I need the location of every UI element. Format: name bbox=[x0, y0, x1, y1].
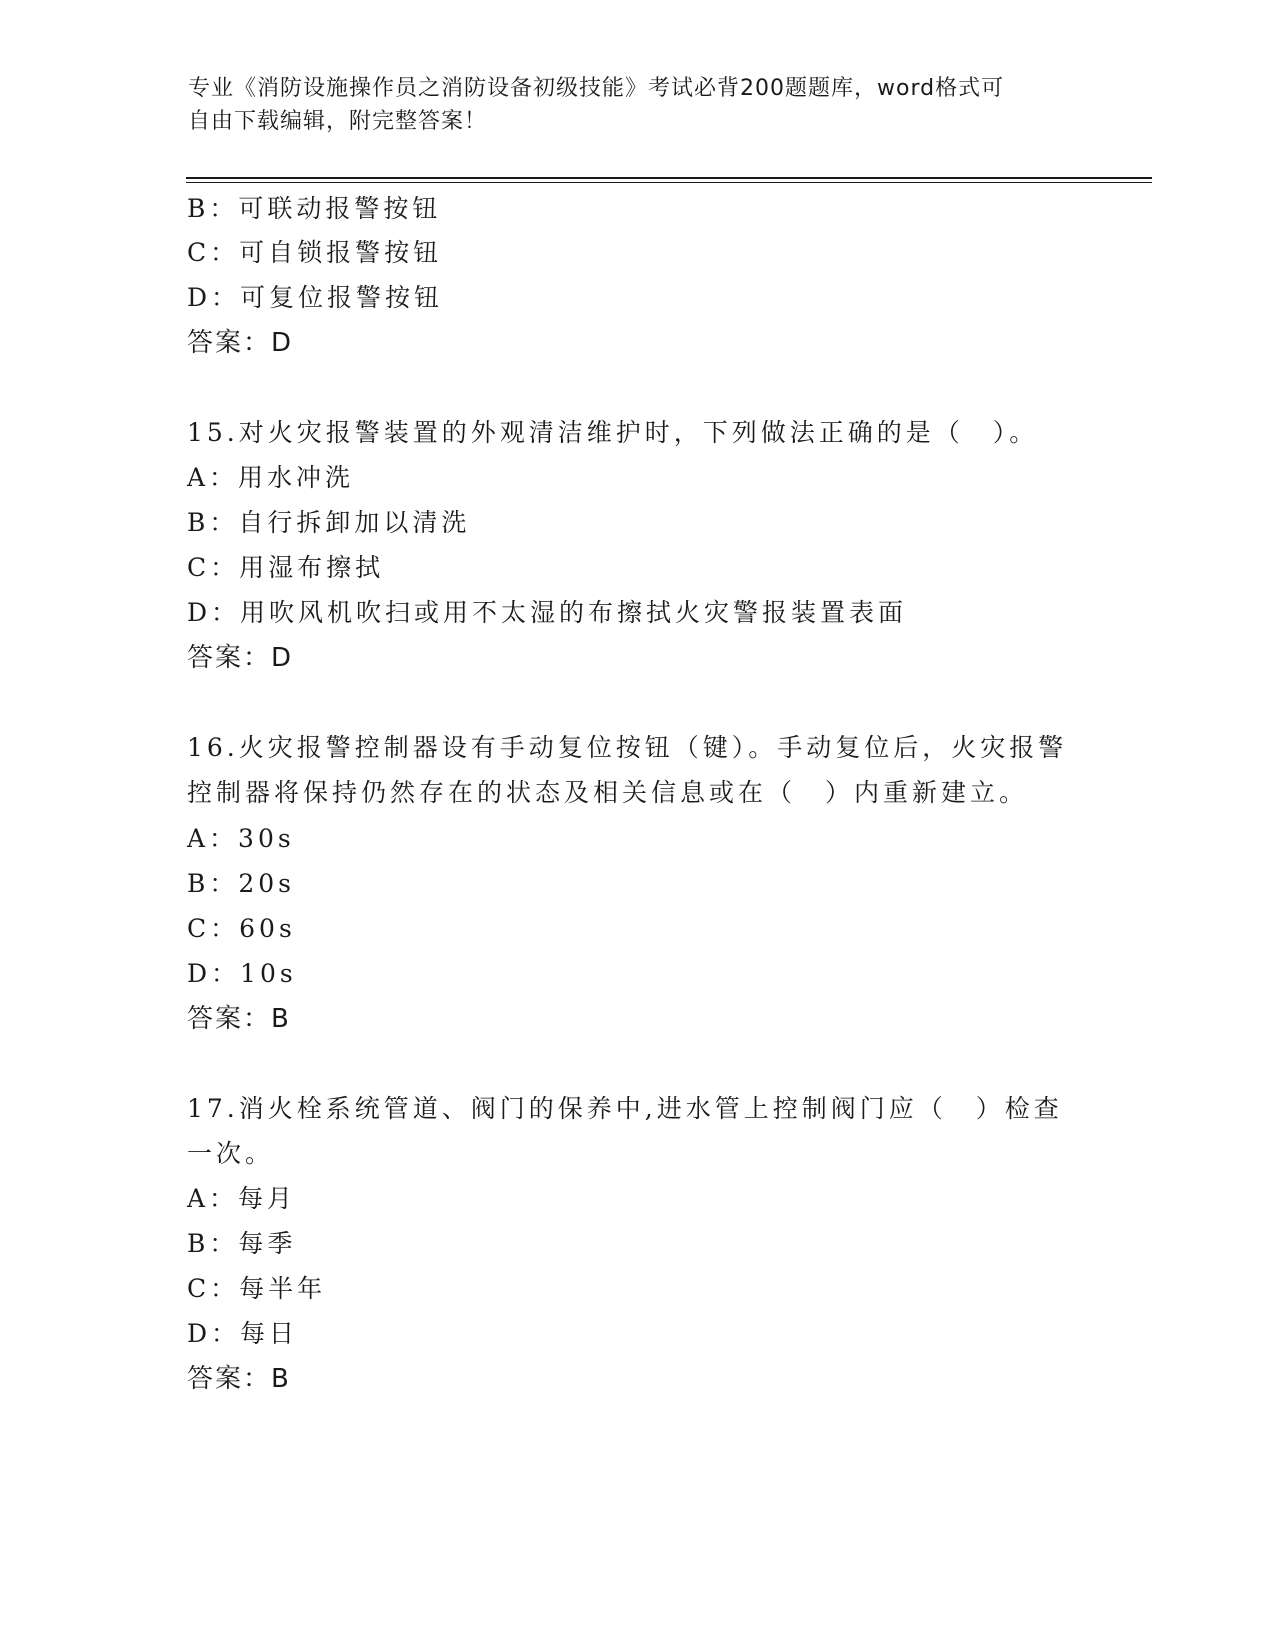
q16-answer: 答案：B bbox=[187, 1004, 291, 1034]
q15-option-c: C：用湿布擦拭 bbox=[187, 553, 385, 582]
q17-option-d: D：每日 bbox=[187, 1319, 299, 1348]
header-title-line-2: 自由下载编辑，附完整答案！ bbox=[188, 109, 488, 134]
header-title-line-1: 专业《消防设施操作员之消防设备初级技能》考试必背200题题库，word格式可 bbox=[188, 76, 1005, 101]
header-divider-thin bbox=[186, 182, 1152, 183]
q15-option-a: A：用水冲洗 bbox=[187, 463, 355, 492]
q15-option-b: B：自行拆卸加以清洗 bbox=[187, 508, 471, 537]
q14-option-d: D：可复位报警按钮 bbox=[187, 283, 444, 312]
q17-stem-line-2: 一次。 bbox=[187, 1139, 275, 1168]
document-header bbox=[188, 72, 1068, 138]
q17-option-b: B：每季 bbox=[187, 1229, 297, 1258]
q17-answer: 答案：B bbox=[187, 1364, 291, 1394]
q15-answer: 答案：D bbox=[187, 643, 294, 673]
q16-option-a: A：30s bbox=[187, 824, 295, 853]
q16-option-b: B：20s bbox=[187, 869, 296, 898]
q15-stem: 15.对火灾报警装置的外观清洁维护时，下列做法正确的是（ ）。 bbox=[187, 418, 1039, 447]
q14-answer: 答案：D bbox=[187, 328, 294, 358]
q15-option-d: D：用吹风机吹扫或用不太湿的布擦拭火灾警报装置表面 bbox=[187, 598, 908, 627]
q17-stem-line-1: 17.消火栓系统管道、阀门的保养中,进水管上控制阀门应（ ）检查 bbox=[187, 1094, 1063, 1123]
q14-option-c: C：可自锁报警按钮 bbox=[187, 238, 443, 267]
q17-option-a: A：每月 bbox=[187, 1184, 297, 1213]
header-divider-thick bbox=[186, 177, 1152, 179]
q16-option-c: C：60s bbox=[187, 914, 296, 943]
q16-stem-line-2: 控制器将保持仍然存在的状态及相关信息或在（ ）内重新建立。 bbox=[187, 778, 1029, 807]
q14-option-b: B：可联动报警按钮 bbox=[187, 194, 442, 223]
q16-option-d: D：10s bbox=[187, 959, 297, 988]
q17-option-c: C：每半年 bbox=[187, 1274, 327, 1303]
q16-stem-line-1: 16.火灾报警控制器设有手动复位按钮（键）。手动复位后，火灾报警 bbox=[187, 733, 1068, 762]
